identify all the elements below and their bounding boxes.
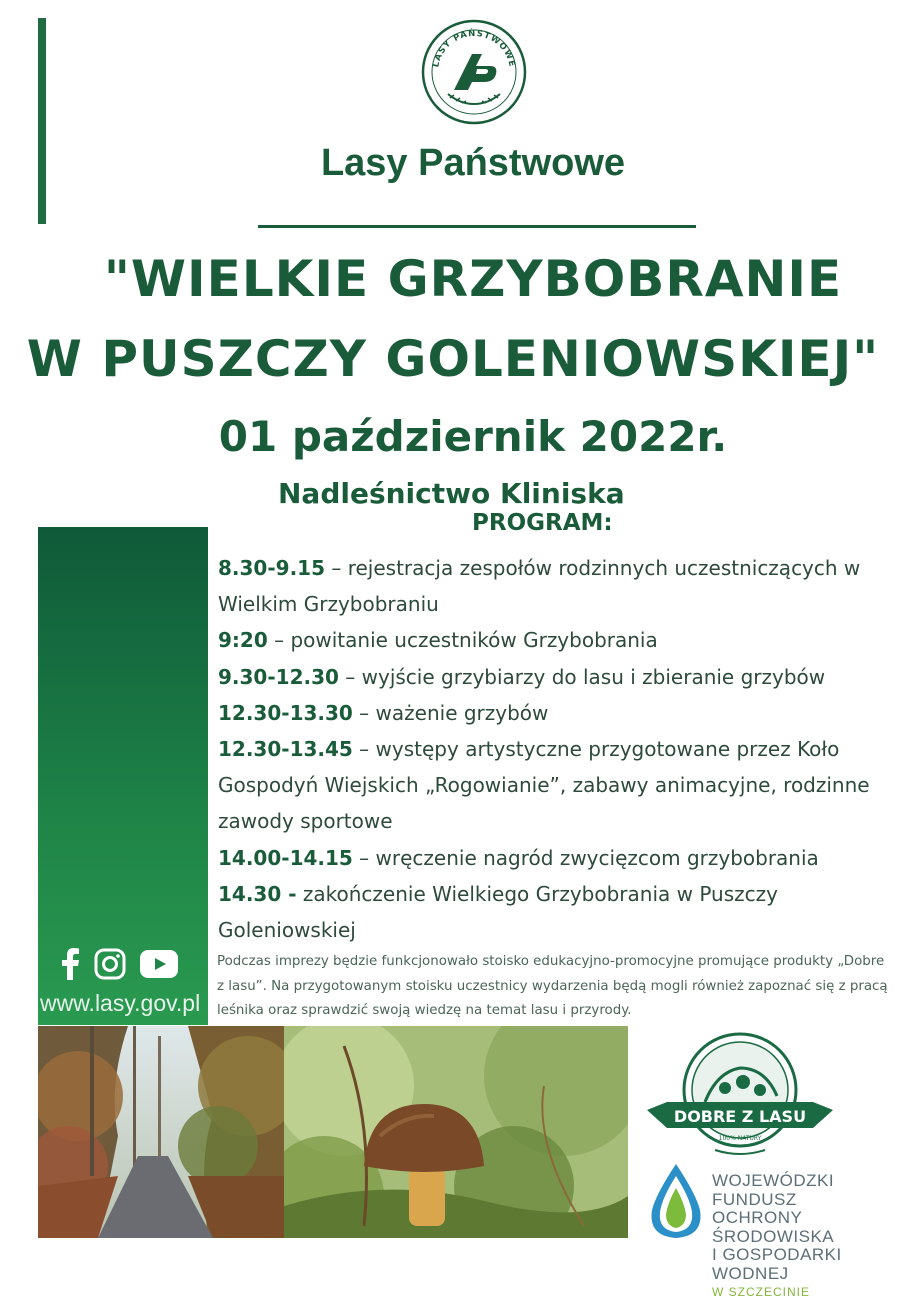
schedule-time: 9:20 bbox=[218, 628, 268, 653]
schedule-time: 12.30-13.30 bbox=[218, 700, 353, 725]
event-note: Podczas imprezy będzie funkcjonowało stoisko edukacyjno-promocyjne promujące produkty „Dobre z lasu”. Na przygotowanym stoisku uczestnicy wydarzenia będą mogli również zapoznać się z pracą leśnika oraz sprawdzić swoją wiedzę na temat lasu i przyrody. bbox=[217, 954, 888, 1019]
schedule-text: – występy artystyczne przygotowane przez Koło Gospodyń Wiejskich „Rogowianie”, zabawy animacyjne, rodzinne zawody sportowe bbox=[218, 737, 870, 834]
mushroom-photo bbox=[284, 1026, 628, 1238]
program-schedule bbox=[218, 550, 888, 948]
dobre-z-lasu-label: DOBRE Z LASU bbox=[673, 1107, 807, 1126]
schedule-item bbox=[218, 550, 888, 622]
schedule-time: 9.30-12.30 bbox=[218, 664, 339, 689]
instagram-icon[interactable] bbox=[94, 948, 126, 980]
fund-line2: OCHRONY ŚRODOWISKA bbox=[712, 1208, 835, 1246]
schedule-time: 8.30-9.15 bbox=[218, 556, 325, 580]
schedule-text: zakończenie Wielkiego Grzybobrania w Puszczy Goleniowskiej bbox=[218, 881, 778, 943]
lasy-panstwowe-logo bbox=[420, 18, 528, 126]
schedule-text: – powitanie uczestników Grzybobrania bbox=[267, 628, 658, 653]
organizer-name: Nadleśnictwo Kliniska bbox=[278, 477, 625, 510]
fund-line3: I GOSPODARKI WODNEJ bbox=[712, 1245, 842, 1283]
schedule-text: – wręczenie nagród zwycięzcom grzybobrania bbox=[352, 845, 819, 870]
schedule-item bbox=[218, 840, 888, 876]
fund-city: W SZCZECINIE bbox=[712, 1285, 810, 1299]
event-title-line1: "WIELKIE GRZYBOBRANIE bbox=[103, 250, 843, 308]
forest-path-photo bbox=[38, 1026, 284, 1238]
schedule-item bbox=[218, 731, 888, 840]
divider bbox=[258, 225, 696, 228]
fund-line1: WOJEWÓDZKI FUNDUSZ bbox=[712, 1171, 835, 1209]
svg-text:LASY PAŃSTWOWE: LASY PAŃSTWOWE bbox=[431, 28, 517, 69]
schedule-item bbox=[218, 695, 888, 731]
schedule-text: – rejestracja zespołów rodzinnych uczestniczących w Wielkim Grzybobraniu bbox=[218, 556, 861, 617]
program-heading: PROGRAM: bbox=[472, 510, 613, 536]
schedule-time: 14.30 - bbox=[218, 881, 297, 906]
schedule-text: – wyjście grzybiarzy do lasu i zbieranie grzybów bbox=[338, 664, 826, 689]
schedule-time: 12.30-13.45 bbox=[218, 737, 353, 762]
dobre-z-lasu-sublabel: 100% NATURY bbox=[718, 1135, 762, 1142]
social-icons bbox=[60, 944, 190, 984]
schedule-time: 14.00-14.15 bbox=[218, 845, 353, 870]
website-url[interactable]: www.lasy.gov.pl bbox=[40, 990, 201, 1016]
schedule-item bbox=[218, 876, 888, 948]
water-drop-icon bbox=[646, 1162, 706, 1240]
youtube-icon[interactable] bbox=[140, 950, 178, 978]
event-date: 01 październik 2022r. bbox=[218, 412, 728, 461]
brand-name: Lasy Państwowe bbox=[320, 142, 626, 184]
schedule-item bbox=[218, 659, 888, 695]
schedule-item bbox=[218, 622, 888, 658]
facebook-icon[interactable] bbox=[60, 948, 80, 980]
accent-vertical-bar bbox=[38, 18, 46, 224]
schedule-text: – ważenie grzybów bbox=[352, 700, 549, 725]
dobre-z-lasu-badge bbox=[645, 1032, 835, 1162]
event-title-line2: W PUSZCZY GOLENIOWSKIEJ" bbox=[26, 330, 880, 388]
wfosigw-name bbox=[712, 1172, 900, 1302]
